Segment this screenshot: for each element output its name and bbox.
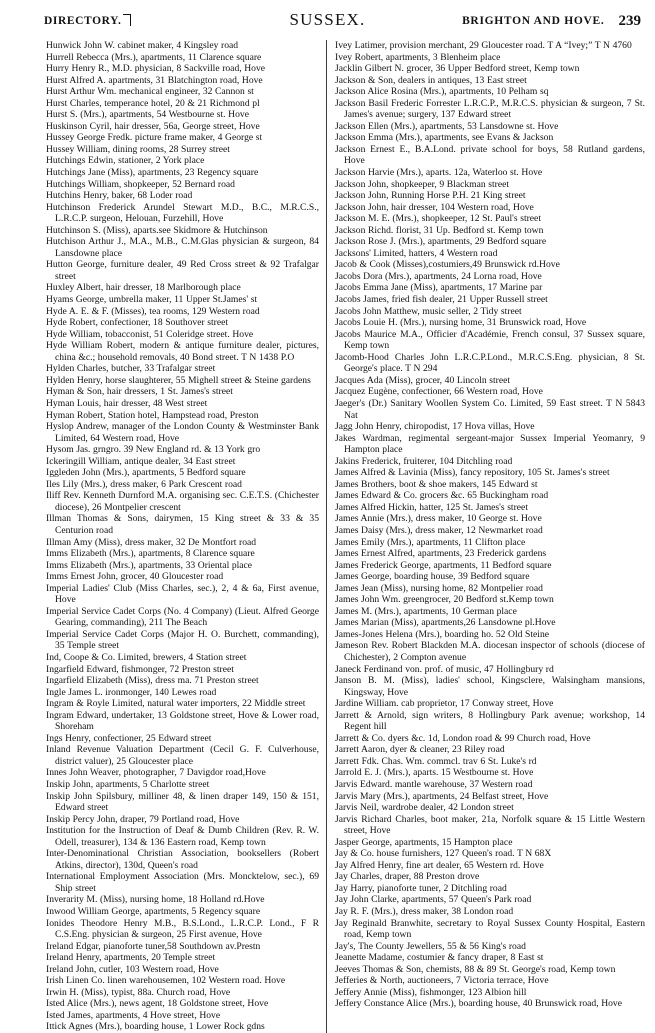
directory-entry: Hysom Jas. grngro. 39 New England rd. & 13 York gro [46,444,261,456]
directory-entry: Ireland Edgar, pianoforte tuner,58 Southdown av.Prestn [46,940,261,952]
directory-entry: Jackson M. E. (Mrs.), shopkeeper, 12 St. Paul's street [335,213,541,225]
directory-entry: Ivey Robert, apartments, 3 Blenheim place [335,51,501,63]
directory-entry: Iggleden John (Mrs.), apartments, 5 Bedford square [46,467,246,479]
directory-entry: Jakins Frederick, fruiterer, 104 Ditchling road [335,455,513,467]
directory-entry: Jackson John, Running Horse P.H. 21 King street [335,190,526,202]
directory-entry: Jeeves Thomas & Son, chemists, 88 & 89 St. George's road, Kemp town [335,963,616,975]
directory-entry: James Emily (Mrs.), apartments, 11 Clifton place [335,536,526,548]
directory-entry: Hutchings Jane (Miss), apartments, 23 Regency square [46,167,259,179]
directory-entry: Hyde William, tobacconist, 51 Coleridge street. Hove [46,328,254,340]
directory-entry: Janson B. M. (Miss), ladies' school, Kingsclere, Walsingham mansions, Kingsway, Hove [335,675,645,698]
directory-entry: Jacobs James, fried fish dealer, 21 Upper Russell street [335,294,548,306]
directory-entry: Jacomb-Hood Charles John L.R.C.P.Lond., M.R.C.S.Eng. physician, 8 St. George's place. T N 294 [335,351,645,375]
directory-entry: Inland Revenue Valuation Department (Cecil G. F. Culverhouse, district valuer), 25 Gloucester place [46,744,319,767]
directory-entry: Jagg John Henry, chiropodist, 17 Hova villas, Hove [335,421,535,433]
directory-entry: Imms Elizabeth (Mrs.), apartments, 8 Clarence square [46,548,255,560]
directory-entry: Illman Amy (Miss), dress maker, 32 De Montfort road [46,536,257,548]
directory-entry: International Employment Association (Mrs. Moncktelow, sec.), 69 Ship street [46,871,319,894]
directory-entry: Jay Alfred Henry, fine art dealer, 65 Western rd. Hove [335,859,544,871]
running-head-right-label: BRIGHTON AND HOVE. [462,15,605,27]
directory-entry: Jay's, The County Jewellers, 55 & 56 King's road [335,940,526,952]
directory-entry: James Brothers, boot & shoe makers, 145 Edward st [335,478,538,490]
directory-entry: Jacob & Cook (Misses),costumiers,49 Brunswick rd.Hove [335,259,560,271]
page-number: 239 [618,13,641,29]
column-right [327,40,655,1010]
running-head-left-label: DIRECTORY. [44,15,122,27]
directory-entry: Ingram & Royle Limited, natural water importers, 22 Middle street [46,698,306,710]
directory-entry: Ivey Latimer, provision merchant, 29 Gloucester road. T A “Ivey;” T N 4760 [335,40,632,51]
directory-entry: Jackson Basil Frederic Forrester L.R.C.P., M.R.C.S. physician & surgeon, 7 St. James's avenue; surgery, 137 Edward street [335,97,645,121]
directory-entry: Jarrett & Arnold, sign writers, 8 Hollingbury Park avenue; workshop, 14 Regent hill [335,709,645,733]
directory-entry: Inskip John, apartments, 5 Charlotte street [46,779,210,790]
directory-entry: Ireland Henry, apartments, 20 Temple street [46,952,216,964]
directory-entry: Hutton George, furniture dealer, 49 Red Cross street & 92 Trafalgar street [46,259,319,282]
directory-entry: Jacobs Dora (Mrs.), apartments, 24 Lorna road, Hove [335,270,542,282]
directory-entry: Hutchins Henry, baker, 68 Loder road [46,190,193,202]
directory-entry: Hutchings Edwin, stationer, 2 York place [46,155,205,167]
directory-entry: Jacklin Gilbert N. grocer, 36 Upper Bedford street, Kemp town [335,63,580,75]
directory-entry: Hyslop Andrew, manager of the London County & Westminster Bank Limited, 64 Western road, Hove [46,421,319,444]
directory-entry: Huskinson Cyril, hair dresser, 56a, George street, Hove [46,120,260,132]
directory-entry: Jasper George, apartments, 15 Hampton place [335,836,513,848]
directory-entry: Jay Charles, draper, 88 Preston drove [335,871,480,883]
directory-entry: Ingram Edward, undertaker, 13 Goldstone street, Hove & Lower road, Shoreham [46,709,319,733]
directory-entry: James Alfred Hickin, hatter, 125 St. James's street [335,501,528,513]
directory-entry: Janeck Ferdinand von. prof. of music, 47 Hollingbury rd [335,663,554,675]
directory-entry: Hurst Arthur Wm. mechanical engineer, 32 Cannon st [46,86,254,98]
directory-entry: Inskip Percy John, draper, 79 Portland road, Hove [46,813,240,825]
directory-entry: Jarrett & Co. dyers &c. 1d, London road & 99 Church road, Hove [335,732,591,744]
directory-entry: Hurst Alfred A. apartments, 31 Blatchington road, Hove [46,74,263,86]
directory-entry: Hyman & Son, hair dressers, 1 St. James's street [46,386,233,398]
directory-entry: Jakes Wardman, regimental sergeant-major Sussex Imperial Yeomanry, 9 Hampton place [335,432,645,456]
directory-entry: Jardine William. cab proprietor, 17 Conway street, Hove [335,698,554,710]
directory-entry: Jay John Clarke, apartments, 57 Queen's Park road [335,894,532,906]
directory-entry: Imperial Ladies' Club (Miss Charles, sec.), 2, 4 & 6a, First avenue, Hove [46,582,319,606]
directory-entry: James-Jones Helena (Mrs.), boarding ho. 52 Old Steine [335,628,550,640]
directory-entry: James Edward & Co. grocers &c. 65 Buckingham road [335,490,549,502]
directory-entry: Jackson Rose J. (Mrs.), apartments, 29 Bedford square [335,236,547,248]
directory-entry: Ireland John, cutler, 103 Western road, Hove [46,963,219,975]
directory-entry: Iliff Rev. Kenneth Durnford M.A. organising sec. C.E.T.S. (Chichester diocese), 26 Montpelier crescent [46,490,319,513]
directory-entry: Jacques Ada (Miss), grocer, 40 Lincoln street [335,374,511,386]
directory-entry: Hurst S. (Mrs.), apartments, 54 Westbourne st. Hove [46,109,249,121]
directory-entry: Jacquez Eugène, confectioner, 66 Western road, Hove [335,386,543,398]
directory-entry: Inwood William George, apartments, 5 Regency square [46,906,261,918]
directory-entry: James Daisy (Mrs.), dress maker, 12 Newmarket road [335,524,543,536]
directory-entry: Jackson & Son, dealers in antiques, 13 East street [335,74,527,86]
directory-entry: Jacksons' Limited, hatters, 4 Western road [335,247,498,259]
directory-entry: Inter-Denominational Christian Association, booksellers (Robert Atkins, director), 130d, Queen's road [46,848,319,871]
directory-entry: Ingarfield Elizabeth (Miss), dress ma. 71 Preston street [46,675,259,687]
directory-entry: Ittick Agnes (Mrs.), boarding house, 1 Lower Rock gdns [46,1021,265,1033]
directory-entry: Jackson Harvie (Mrs.), aparts. 12a, Waterloo st. Hove [335,167,543,179]
directory-entry: Jackson John, shopkeeper, 9 Blackman street [335,178,510,190]
directory-entry: Imperial Service Cadet Corps (Major H. O. Burchett, commanding), 35 Temple street [46,628,319,652]
directory-entry: Hyman Robert, Station hotel, Hampstead road, Preston [46,409,259,421]
directory-entry: Irwin H. (Miss), typist, 88a. Church road, Hove [46,986,231,998]
directory-entry: Hurst Charles, temperance hotel, 20 & 21 Richmond pl [46,97,260,109]
directory-entry: Illman Thomas & Sons, dairymen, 15 King street & 33 & 35 Centurion road [46,513,319,536]
directory-entry: Jarvis Neil, wardrobe dealer, 42 London street [335,802,514,814]
directory-entry: James Jean (Miss), nursing home, 82 Montpelier road [335,582,543,594]
directory-entry: Jarvis Mary (Mrs.), apartments, 24 Belfast street, Hove [335,790,549,802]
directory-entry: Hutchings William, shopkeeper, 52 Bernard road [46,178,235,190]
directory-entry: Jackson Emma (Mrs.), apartments, see Evans & Jackson [335,132,554,144]
directory-entry: Jacobs Emma Jane (Miss), apartments, 17 Marine par [335,282,543,294]
directory-entry: Jay & Co. house furnishers, 127 Queen's road. T N 68X [335,848,552,860]
directory-entry: Hutchison Arthur J., M.A., M.B., C.M.Glas physician & surgeon, 84 Lansdowne place [46,236,319,259]
directory-entry: Hylden Charles, butcher, 33 Trafalgar street [46,363,216,375]
directory-entry: Jackson Ellen (Mrs.), apartments, 53 Lansdowne st. Hove [335,120,559,132]
directory-entry: Hyams George, umbrella maker, 11 Upper St.James' st [46,294,258,306]
directory-entry: Isted James, apartments, 4 Hove street, Hove [46,1009,221,1021]
directory-entry: Inskip John Spilsbury, milliner 48, & linen draper 149, 150 & 151, Edward street [46,790,319,814]
directory-entry: Jarvis Richard Charles, boot maker, 21a, Norfolk square & 15 Little Western street, Hove [335,813,645,837]
body-columns [0,40,655,1033]
directory-entry: Ings Henry, confectioner, 25 Edward street [46,732,212,744]
directory-entry: James Annie (Mrs.), dress maker, 10 George st. Hove [335,513,542,525]
directory-entry: Imms Elizabeth (Mrs.), apartments, 33 Oriental place [46,559,253,571]
directory-entry: Hurry Henry R., M.D. physician, 8 Sackville road, Hove [46,63,266,75]
directory-entry: Isted Alice (Mrs.), news agent, 18 Goldstone street, Hove [46,998,269,1010]
directory-entry: Jay Reginald Branwhite, secretary to Royal Sussex County Hospital, Eastern road, Kemp town [335,917,645,941]
directory-entry: Jackson Richd. florist, 31 Up. Bedford st. Kemp town [335,224,544,236]
directory-entry: Hyde A. E. & F. (Misses), tea rooms, 129 Western road [46,305,260,317]
directory-entry: Imms Ernest John, grocer, 40 Gloucester road [46,571,224,583]
directory-entry: Hutchinson Frederick Arundel Stewart M.D., B.C., M.R.C.S., L.R.C.P. surgeon, Helouan, Furzehill, Hove [46,201,319,225]
directory-entry: Jay R. F. (Mrs.), dress maker, 38 London road [335,906,514,918]
directory-entry: Jefferies & North, auctioneers, 7 Victoria terrace, Hove [335,975,549,987]
directory-entry: Imperial Service Cadet Corps (No. 4 Company) (Lieut. Alfred George Gearing, commanding), 211 The Beach [46,605,319,629]
directory-entry: Jackson Ernest E., B.A.Lond. private school for boys, 58 Rutland gardens, Hove [335,143,645,167]
directory-entry: Jackson John, hair dresser, 104 Western road, Hove [335,201,534,213]
directory-entry: Hurrell Rebecca (Mrs.), apartments, 11 Clarence square [46,51,262,63]
directory-entry: Hyde Robert, confectioner, 18 Southover street [46,317,229,329]
directory-entry: Jacobs Louie H. (Mrs.), nursing home, 31 Brunswick road, Hove [335,317,587,329]
directory-entry: Jarrett Aaron, dyer & cleaner, 23 Riley road [335,744,505,756]
directory-entry: James Frederick George, apartments, 11 Bedford square [335,559,552,571]
directory-entry: Jarrold E. J. (Mrs.), aparts. 15 Westbourne st. Hove [335,767,534,779]
directory-entry: Innes John Weaver, photographer, 7 Davigdor road,Hove [46,767,266,779]
directory-entry: Inverarity M. (Miss), nursing home, 18 Holland rd.Hove [46,894,265,906]
directory-entry: Hutchinson S. (Miss), aparts.see Skidmore & Hutchinson [46,224,268,236]
directory-entry: Jay Harry, pianoforte tuner, 2 Ditchling road [335,882,507,894]
directory-entry: Jeffery Annie (Miss), fishmonger, 123 Albion hill [335,986,527,998]
column-left [0,40,327,1033]
directory-entry: James George, boarding house, 39 Bedford square [335,571,530,583]
directory-entry: Hyde William Robert, modern & antique furniture dealer, pictures, china &c.; household removals, 40 Bond street. T N 1438 P.O [46,340,319,363]
directory-entry: Jeffery Constance Alice (Mrs.), boarding house, 40 Brunswick road, Hove [335,998,622,1010]
directory-entry: James Ernest Alfred, apartments, 23 Frederick gardens [335,548,547,560]
directory-entry: Jacobs Maurice M.A., Officier d'Académie, French consul, 37 Sussex square, Kemp town [335,328,645,352]
directory-entry: Ind, Coope & Co. Limited, brewers, 4 Station street [46,651,247,663]
directory-entry: Institution for the Instruction of Deaf & Dumb Children (Rev. R. W. Odell, treasurer), 134 & 136 Eastern road, Kemp town [46,825,319,848]
directory-entry: Huxley Albert, hair dresser, 18 Marlborough place [46,282,241,294]
directory-entry: Ingle James L. ironmonger, 140 Lewes road [46,686,217,698]
directory-entry: Jarrett Fdk. Chas. Wm. commcl. trav 6 St. Luke's rd [335,755,537,767]
directory-entry: Jacobs John Matthew, music seller, 2 Tidy street [335,305,522,317]
directory-entry: Ingarfield Edward, fishmonger, 72 Preston street [46,663,234,675]
directory-entry: Jarvis Edward. mantle warehouse, 37 Western road [335,779,533,790]
directory-entry: Jackson Alice Rosina (Mrs.), apartments, 10 Pelham sq [335,86,549,98]
running-head-right [462,13,641,30]
directory-entry: Iles Lily (Mrs.), dress maker, 6 Park Crescent road [46,478,242,490]
directory-entry: Hyman Louis, hair dresser, 48 West street [46,397,208,409]
directory-entry: Hussey George Fredk. picture frame maker, 4 George st [46,132,263,144]
directory-entry: Ionides Theodore Henry M.B., B.S.Lond., L.R.C.P. Lond., F R C.S.Eng. physician & surgeon, 25 First avenue, Hove [46,917,319,941]
directory-entry: Hunwick John W. cabinet maker, 4 Kingsley road [46,40,239,51]
directory-entry: Hussey William, dining rooms, 28 Surrey street [46,143,230,155]
directory-entry: James Alfred & Lavinia (Miss), fancy repository, 105 St. James's street [335,467,610,479]
directory-entry: Jameson Rev. Robert Blackden M.A. diocesan inspector of schools (diocese of Chichester), 2 Compton avenue [335,640,645,663]
directory-entry: James Marian (Miss), apartments,26 Lansdowne pl.Hove [335,617,556,629]
running-head-center: SUSSEX. [289,10,366,29]
directory-entry: James John Wm. greengrocer, 20 Bedford st.Kemp town [335,594,554,606]
running-head [0,0,655,40]
directory-entry: James M. (Mrs.), apartments, 10 German place [335,605,517,617]
directory-entry: Hylden Henry, horse slaughterer, 55 Mighell street & Steine gardens [46,374,311,386]
directory-entry: Jeanette Madame, costumier & fancy draper, 8 East st [335,952,544,964]
directory-entry: Irish Linen Co. linen warehousemen, 102 Western road. Hove [46,975,286,987]
directory-entry: Ickeringill William, antique dealer, 34 East street [46,455,236,467]
directory-entry: Jaeger's (Dr.) Sanitary Woollen System Co. Limited, 59 East street. T N 5843 Nat [335,397,645,421]
